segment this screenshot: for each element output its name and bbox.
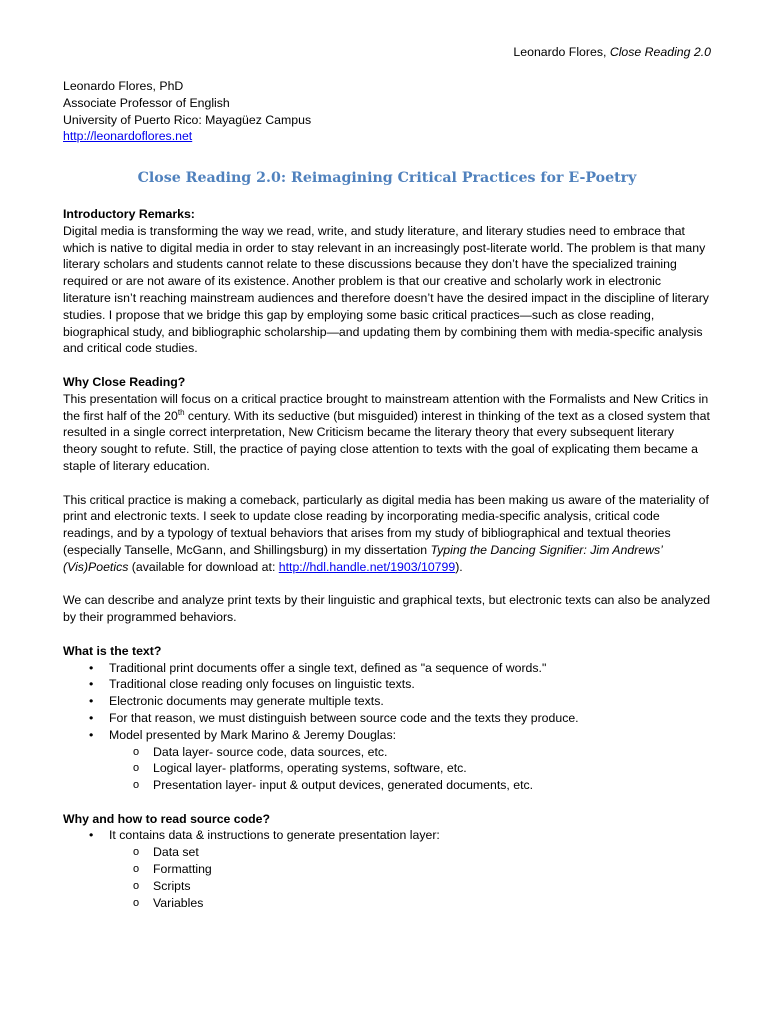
p1-text-b: century. With its seductive (but misguided) interest in thinking of the text as a closed system that resulted in a single correct interpretation, New Criticism became the literary theory that every subsequent literary theory sought to refute. Still, the practice of paying close attention to texts with the goal of explicating them became a staple of literary education. — [63, 408, 710, 473]
list-item-text: It contains data & instructions to generate presentation layer: — [109, 828, 440, 843]
sub-list-item — [63, 878, 711, 895]
sub-list-item-text: Variables — [153, 895, 204, 910]
sub-bullet-marker: o — [133, 745, 140, 758]
list-item — [63, 660, 711, 677]
p2-text-a: This critical practice is making a comeback, particularly as digital media has been making us aware of the materiality of print and electronic texts. I seek to update close reading by incorporating media-specific analysis, critical code readings, and by a typology of textual behaviors that arises from my study of bibliographical and textual theories (especially Tanselle, McGann, and Shillingsburg) in my dissertation — [63, 492, 709, 557]
intro-paragraph: Digital media is transforming the way we read, write, and study literature, and literary studies need to embrace that which is native to digital media in order to stay relevant in an increasingly post-literate world. The problem is that many literary scholars and students cannot relate to these discussions because they don’t have the specialized training required or are not aware of its existence. Another problem is that our creative and scholarly work in electronic literature isn’t reaching mainstream audiences and therefore doesn’t have the desired impact in the discipline of literary studies. I propose that we bridge this gap by employing some basic critical practices—such as close reading, biographical study, and bibliographic scholarship—and updating them by combining them with media-specific analysis and critical code studies. — [63, 223, 709, 356]
sub-list-item-text: Data set — [153, 845, 199, 860]
dissertation-link[interactable]: http://hdl.handle.net/1903/10799 — [278, 559, 456, 574]
sub-list-item-text: Scripts — [153, 878, 191, 893]
list-item-text: For that reason, we must distinguish between source code and the texts they produce. — [109, 710, 579, 725]
sub-list-item — [63, 760, 711, 777]
sub-bullet-marker: o — [133, 779, 140, 792]
sub-list-item — [63, 744, 711, 761]
sub-bullet-marker: o — [133, 762, 140, 775]
document-title: Close Reading 2.0: Reimagining Critical Practices for E-Poetry — [137, 170, 637, 186]
running-head-author: Leonardo Flores, — [513, 45, 607, 59]
sub-bullet-marker: o — [133, 863, 140, 876]
bullet-marker: • — [89, 710, 94, 725]
document-body — [63, 206, 711, 911]
sub-list-item — [63, 861, 711, 878]
bullet-marker: • — [89, 677, 94, 692]
why-close-reading-paragraph-2 — [63, 492, 711, 576]
list-item — [63, 827, 711, 844]
list-item — [63, 710, 711, 727]
bullet-marker: • — [89, 694, 94, 709]
p1-superscript: th — [177, 407, 185, 417]
bullet-marker: • — [89, 727, 94, 742]
sub-bullet-marker: o — [133, 896, 140, 909]
dissertation-title: Typing the Dancing Signifier: Jim Andrews’ (Vis)Poetics — [63, 542, 663, 574]
sub-list-item-text: Logical layer- platforms, operating systems, software, etc. — [153, 761, 467, 776]
sub-list-item — [63, 844, 711, 861]
running-head-work: Close Reading 2.0 — [609, 45, 711, 59]
author-website-link[interactable]: http://leonardoflores.net — [63, 129, 193, 144]
sub-bullet-marker: o — [133, 879, 140, 892]
author-block — [63, 78, 311, 145]
document-page — [63, 0, 711, 1024]
list-item — [63, 676, 711, 693]
p2-text-c: ). — [455, 559, 463, 574]
read-source-code-list — [63, 827, 711, 911]
sub-list-item — [63, 777, 711, 794]
bullet-marker: • — [89, 660, 94, 675]
sub-list-item — [63, 895, 711, 912]
what-is-text-list — [63, 660, 711, 794]
author-position: Associate Professor of English — [63, 95, 230, 110]
why-close-reading-heading: Why Close Reading? — [63, 374, 186, 389]
what-is-text-heading: What is the text? — [63, 643, 162, 658]
list-item-text: Traditional print documents offer a single text, defined as "a sequence of words." — [109, 660, 547, 675]
p1-text-a: This presentation will focus on a critical practice brought to mainstream attention with the Formalists and New Critics in the first half of the 20 — [63, 391, 709, 423]
list-item-text: Traditional close reading only focuses on linguistic texts. — [109, 677, 415, 692]
list-item — [63, 693, 711, 710]
sub-list-item-text: Data layer- source code, data sources, etc. — [153, 744, 388, 759]
sub-list-item-text: Formatting — [153, 862, 212, 877]
list-item-text: Electronic documents may generate multiple texts. — [109, 694, 384, 709]
bullet-marker: • — [89, 828, 94, 843]
read-source-code-heading: Why and how to read source code? — [63, 811, 271, 826]
p2-text-b: (available for download at: — [128, 559, 279, 574]
sub-list-item-text: Presentation layer- input & output devices, generated documents, etc. — [153, 778, 534, 793]
list-item-text: Model presented by Mark Marino & Jeremy Douglas: — [109, 727, 397, 742]
why-close-reading-paragraph-1 — [63, 391, 711, 475]
why-close-reading-paragraph-3: We can describe and analyze print texts by their linguistic and graphical texts, but electronic texts can also be analyzed by their programmed behaviors. — [63, 593, 711, 625]
author-name: Leonardo Flores, PhD — [63, 79, 184, 93]
sub-bullet-marker: o — [133, 846, 140, 859]
list-item — [63, 727, 711, 744]
running-head — [513, 44, 711, 61]
author-institution: University of Puerto Rico: Mayagüez Campus — [63, 112, 312, 127]
intro-heading: Introductory Remarks: — [63, 207, 195, 221]
